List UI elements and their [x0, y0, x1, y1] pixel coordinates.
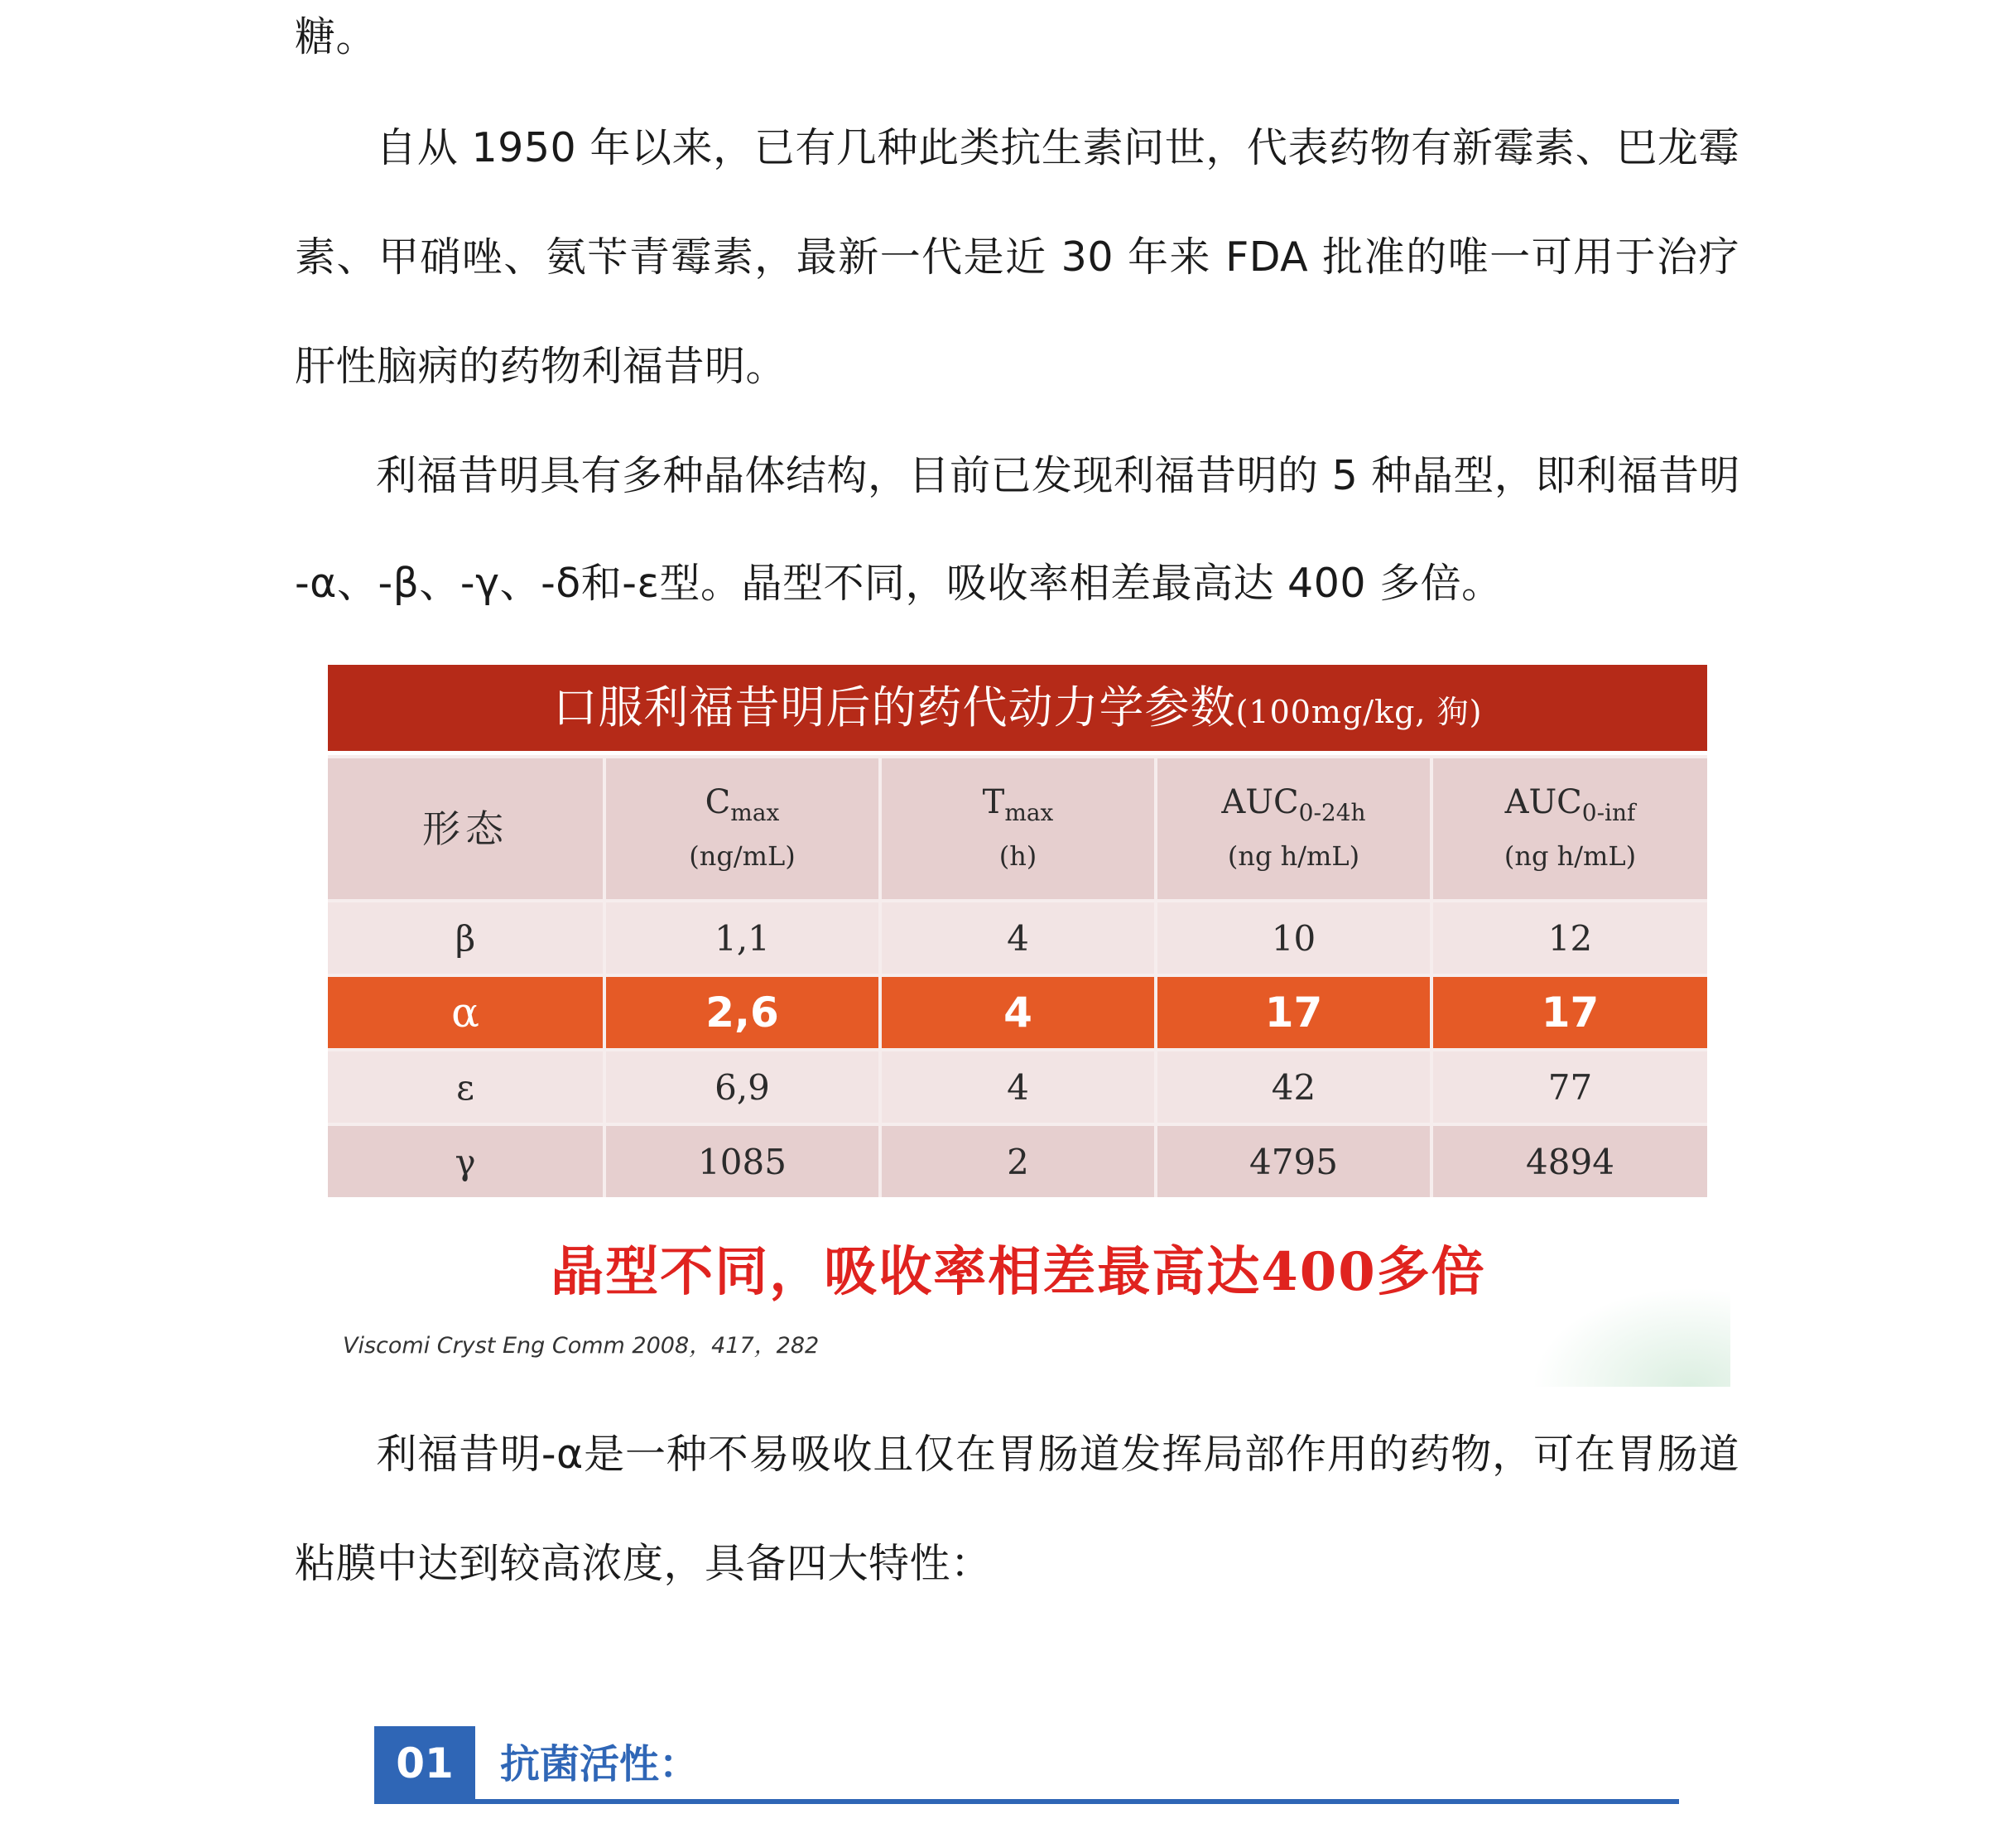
table-row-highlighted — [328, 975, 1707, 1050]
cell-tmax: 4 — [880, 1050, 1156, 1124]
figure-caption: 晶型不同，吸收率相差最高达400多倍 — [551, 1241, 1486, 1303]
table-row — [328, 1050, 1707, 1124]
table-row — [328, 901, 1707, 975]
pharmacokinetics-table-figure — [323, 658, 1730, 1387]
section-title: 抗菌活性： — [500, 1741, 700, 1787]
header-auc-0-inf: $AUC_{0-inf}$ (ng h/mL) — [1431, 757, 1707, 901]
paragraph-1-line-3: 肝性脑病的药物利福昔明。 — [295, 343, 787, 390]
figure-title: 口服利福昔明后的药代动力学参数(100mg/kg, 狗) — [328, 665, 1707, 751]
section-number-badge: 01 — [374, 1726, 475, 1801]
cell-tmax: 4 — [880, 975, 1156, 1050]
decorative-leaf-graphic — [1532, 1287, 1730, 1387]
table-header-row — [328, 757, 1707, 901]
header-cmax: $C_{max}$ (ng/mL) — [604, 757, 880, 901]
pk-parameters-table — [328, 755, 1707, 1197]
figure-citation: Viscomi Cryst Eng Comm 2008，417，282 — [343, 1333, 820, 1359]
paragraph-2-line-1: 利福昔明具有多种晶体结构，目前已发现利福昔明的 5 种晶型，即利福昔明 — [376, 452, 1740, 499]
cell-form: γ — [328, 1124, 604, 1197]
table-row — [328, 1124, 1707, 1197]
cell-tmax: 2 — [880, 1124, 1156, 1197]
cell-form: β — [328, 901, 604, 975]
cell-auc-0-inf: 4894 — [1431, 1124, 1707, 1197]
paragraph-1-line-1: 自从 1950 年以来，已有几种此类抗生素问世，代表药物有新霉素、巴龙霉 — [376, 124, 1739, 171]
section-underline — [374, 1799, 1679, 1804]
paragraph-fragment: 糖。 — [295, 13, 378, 60]
cell-auc-0-24h: 42 — [1156, 1050, 1431, 1124]
paragraph-3-line-2: 粘膜中达到较高浓度，具备四大特性： — [295, 1540, 992, 1587]
header-form: 形态 — [328, 757, 604, 901]
header-tmax: $T_{max}$ (h) — [880, 757, 1156, 901]
paragraph-3-line-1: 利福昔明-α是一种不易吸收且仅在胃肠道发挥局部作用的药物，可在胃肠道 — [376, 1431, 1739, 1478]
cell-tmax: 4 — [880, 901, 1156, 975]
cell-form: ε — [328, 1050, 604, 1124]
cell-cmax: 1085 — [604, 1124, 880, 1197]
cell-cmax: 2,6 — [604, 975, 880, 1050]
cell-auc-0-24h: 10 — [1156, 901, 1431, 975]
paragraph-2-line-2: -α、-β、-γ、-δ和-ε型。晶型不同，吸收率相差最高达 400 多倍。 — [295, 560, 1503, 607]
cell-auc-0-inf: 77 — [1431, 1050, 1707, 1124]
cell-auc-0-inf: 12 — [1431, 901, 1707, 975]
cell-cmax: 6,9 — [604, 1050, 880, 1124]
cell-auc-0-24h: 4795 — [1156, 1124, 1431, 1197]
header-auc-0-24h: $AUC_{0-24h}$ (ng h/mL) — [1156, 757, 1431, 901]
paragraph-1-line-2: 素、甲硝唑、氨苄青霉素，最新一代是近 30 年来 FDA 批准的唯一可用于治疗 — [295, 233, 1739, 281]
cell-auc-0-inf: 17 — [1431, 975, 1707, 1050]
cell-cmax: 1,1 — [604, 901, 880, 975]
cell-auc-0-24h: 17 — [1156, 975, 1431, 1050]
cell-form: α — [328, 975, 604, 1050]
